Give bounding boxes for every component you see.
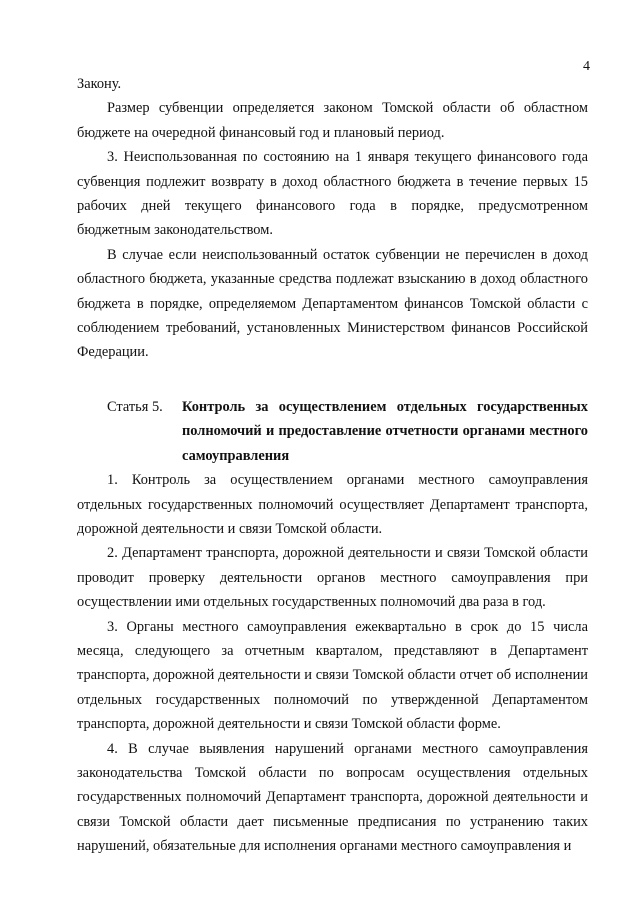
document-body [77,72,588,859]
paragraph-unused-balance: В случае если неиспользованный остаток субвенции не перечислен в доход областного бюджета, указанные средства подлежат взысканию в доход областного бюджета в порядке, определяемом Департаментом финансов Томской области с соблюдением требований, установленных Министерством финансов Российской Федерации. [77,246,588,361]
paragraph-item-3: 3. Неиспользованная по состоянию на 1 января текущего финансового года субвенция подлежит возврату в доход областного бюджета в течение первых 15 рабочих дней текущего финансового года в порядке, предусмотренном бюджетным законодательством. [77,149,588,239]
page-number: 4 [583,59,590,74]
article-5-item-3: 3. Органы местного самоуправления ежеквартально в срок до 15 числа месяца, следующего за отчетным кварталом, представляют в Департамент транспорта, дорожной деятельности и связи Томской области отчет об исполнении отдельных государственных полномочий по утвержденной Департаментом транспорта, дорожной деятельности и связи Томской области форме. [77,618,588,733]
paragraph-subvention-size: Размер субвенции определяется законом Томской области об областном бюджете на очередной финансовый год и плановый период. [77,100,588,141]
article-5-heading [77,395,588,468]
paragraph-intro: Закону. [77,76,122,92]
article-5-item-4: 4. В случае выявления нарушений органами местного самоуправления законодательства Томской области по вопросам осуществления отдельных государственных полномочий Департамент транспорта, дорожной деятельности и связи Томской области дает письменные предписания по устранению таких нарушений, обязательные для исполнения органами местного самоуправления и [77,740,588,855]
article-5-item-1: 1. Контроль за осуществлением органами местного самоуправления отдельных государственных полномочий осуществляет Департамент транспорта, дорожной деятельности и связи Томской области. [77,472,588,537]
article-5-title: Контроль за осуществлением отдельных государственных полномочий и предоставление отчетности органами местного самоуправления [182,398,588,464]
section-spacer [77,365,588,395]
article-5-label: Статья 5. [107,398,163,415]
article-5-item-2: 2. Департамент транспорта, дорожной деятельности и связи Томской области проводит проверку деятельности органов местного самоуправления при осуществлении ими отдельных государственных полномочий два раза в год. [77,545,588,611]
